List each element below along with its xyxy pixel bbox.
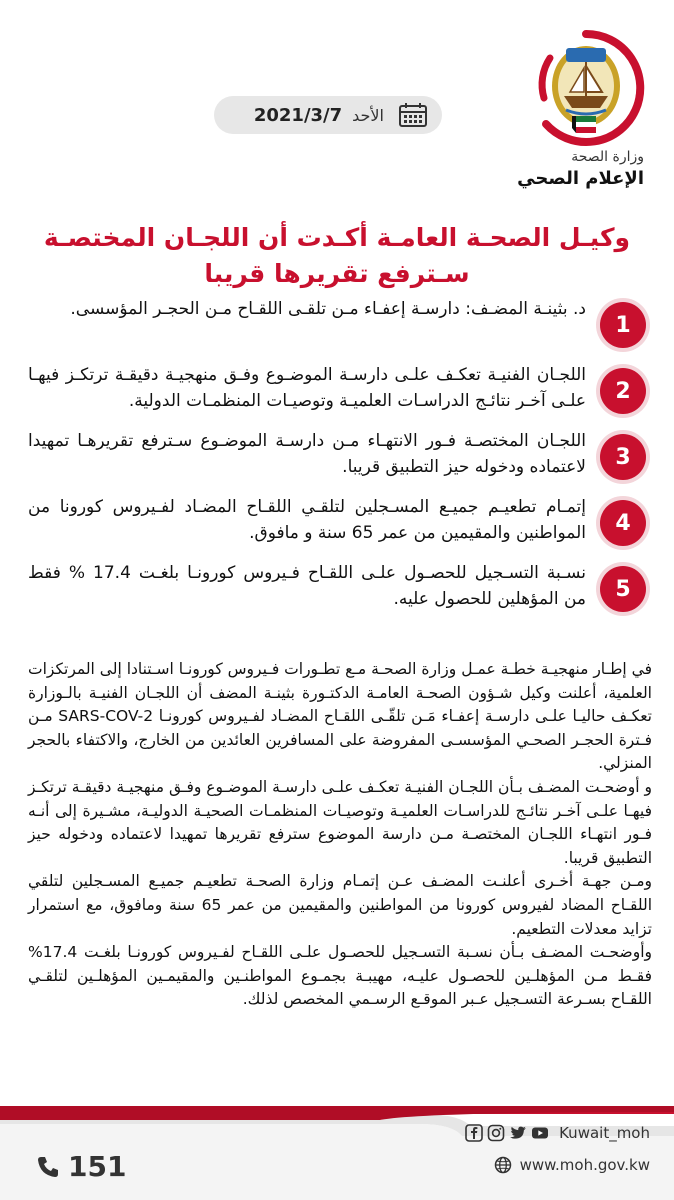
facebook-icon[interactable] (465, 1124, 483, 1142)
headline: وكيـل الصحـة العامـة أكـدت أن اللجـان المختصـة سـترفع تقريرها قريبا (43, 223, 631, 288)
key-point (28, 560, 646, 612)
date-day: الأحد (352, 105, 384, 125)
point-text: اللجـان المختصـة فـور الانتهـاء مـن دارسـة الموضـوع سـترفع تقريرهـا تمهيدا لاعتماده ودخوله حيز التطبيق قريبا. (28, 431, 586, 477)
key-point (28, 494, 646, 546)
point-text: نسـبة التسـجيل للحصـول علـى اللقـاح فـيروس كورونـا بلغـت 17.4 % فقط من المؤهلين للحصول عليه. (28, 563, 586, 609)
key-point (28, 428, 646, 480)
calendar-icon (398, 102, 428, 128)
article-body (28, 658, 652, 1012)
point-text: اللجـان الفنيـة تعكـف علـى دارسـة الموضـوع وفـق منهجيـة دقيقـة ترتكـز فيهـا علـى آخـر نتائـج الدراسـات العلميـة وتوصيـات المنظمـات الدولية. (28, 365, 586, 411)
department-name: الإعلام الصحي (517, 168, 644, 189)
ministry-logo (526, 28, 646, 148)
website-url: www.moh.gov.kw (519, 1156, 650, 1174)
point-text: د. بثينـة المضـف: دارسـة إعفـاء مـن تلقـى اللقـاح مـن الحجـر المؤسسى. (70, 299, 586, 319)
point-number-badge: 1 (600, 302, 646, 348)
body-paragraph: ومـن جهـة أخـرى أعلنـت المضـف عـن إتمـام وزارة الصحـة تطعيـم جميـع المسـجلين لتلقي اللقـاح المضاد لفيروس كورونا من المواطنين والمقيمين من عمر 65 سنة ومافوق، مع استمرار تزايد معدلات التطعيم. (28, 872, 653, 938)
hotline[interactable] (36, 1150, 126, 1183)
body-paragraph: وأوضحـت المضـف بـأن نسـبة التسـجيل للحصـول علـى اللقـاح لفـيروس كورونـا بلغـت 17.4% فقـط مـن المؤهلـين للحصـول عليـه، مهيبـة بجمـوع المواطنـين والمقيمـين المؤهلـين لتلقـي اللقـاح بسـرعة التسـجيل عـبر الموقـع الرسـمي المخصص لذلك. (28, 943, 652, 1009)
date-value: 2021/3/7 (253, 104, 343, 126)
key-points-list (28, 296, 646, 626)
social-handle: Kuwait_moh (559, 1124, 650, 1142)
date-badge (214, 96, 442, 134)
key-point (28, 296, 646, 348)
point-number-badge: 2 (600, 368, 646, 414)
point-number-badge: 3 (600, 434, 646, 480)
globe-icon (494, 1156, 512, 1174)
twitter-icon[interactable] (509, 1124, 527, 1142)
point-number-badge: 4 (600, 500, 646, 546)
key-point (28, 362, 646, 414)
instagram-icon[interactable] (487, 1124, 505, 1142)
phone-icon (36, 1155, 60, 1179)
youtube-icon[interactable] (531, 1124, 549, 1142)
point-text: إتمـام تطعيـم جميـع المسـجلين لتلقـي اللقـاح المضـاد لفـيروس كورونا من المواطنين والمقيمين من عمر 65 سنة و مافوق. (28, 497, 586, 543)
body-paragraph: في إطـار منهجيـة خطـة عمـل وزارة الصحـة مـع تطـورات فـيروس كورونـا اسـتنادا إلى المرتكزات العلمية، أعلنت وكيل شـؤون الصحـة العامـة الدكتـورة بثينـة المضف أن اللجـان الفنيـة بالـوزارة تعكـف حاليـا علـى دارسـة إعفـاء مَـن تلقّـى اللقـاح المضـاد لفـيروس كورونـا SARS-COV-2 مـن فـترة الحجـر الصحـي المؤسسـى المفروضة على المسافرين العائدين من الخارج، والاكتفاء بالحجر المنزلي. (28, 660, 652, 773)
ministry-label (464, 148, 644, 192)
website-link[interactable] (494, 1156, 650, 1174)
point-number-badge: 5 (600, 566, 646, 612)
body-paragraph: و أوضحـت المضـف بـأن اللجـان الفنيـة تعكـف علـى دارسـة الموضـوع وفـق منهجيـة دقيقـة ترتكـز فيهـا علـى آخـر نتائـج للدراسـات العلميـة وتوصيـات المنظمـات الصحيـة الدوليـة، مشـيرة إلى أنـه فـور انتهـاء اللجـان المختصـة مـن دارسة الموضوع سترفع تقريرها تمهيدا لاعتماده ودخوله حيز التطبيق قريبا. (28, 777, 652, 867)
social-links (465, 1124, 650, 1142)
ministry-name: وزارة الصحة (571, 149, 644, 165)
hotline-number: 151 (68, 1150, 127, 1183)
